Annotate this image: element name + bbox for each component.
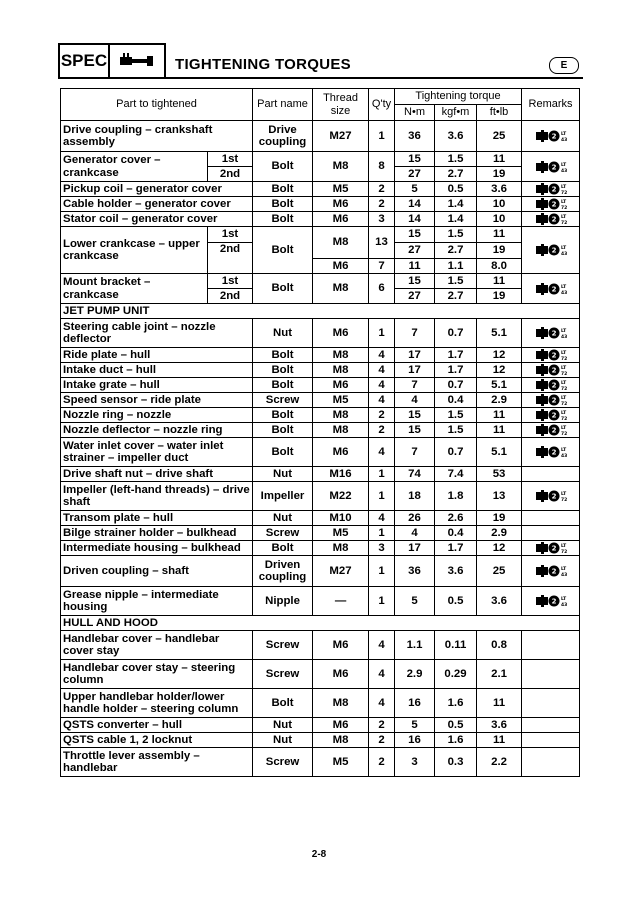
col-ftlb: ft•lb [477, 105, 522, 121]
loctite-icon [535, 378, 567, 392]
table-row: Mount bracket – crankcase 1st Bolt M8 6 15 1.5 11 [61, 274, 580, 289]
table-row: M6 7 11 1.1 8.0 [61, 259, 580, 274]
table-row: Driven coupling – shaft Driven coupling M27 1 36 3.6 25 [61, 556, 580, 587]
loctite-icon [535, 423, 567, 437]
wrench-icon [110, 43, 166, 79]
table-row: Ride plate – hull Bolt M8 4 17 1.7 12 [61, 348, 580, 363]
table-row: Bilge strainer holder – bulkhead Screw M5 1 4 0.4 2.9 [61, 526, 580, 541]
table-row: Handlebar cover stay – steering column Screw M6 4 2.9 0.29 2.1 [61, 660, 580, 689]
col-qty: Q'ty [369, 89, 395, 121]
loctite-icon [535, 282, 567, 296]
loctite-icon [535, 393, 567, 407]
loctite-icon [535, 594, 567, 608]
table-row: 2nd 27 2.7 19 [61, 289, 580, 304]
table-row: Generator cover – crankcase 1st Bolt M8 8 15 1.5 11 [61, 152, 580, 167]
table-row: Drive shaft nut – drive shaft Nut M16 1 74 7.4 53 [61, 467, 580, 482]
table-row: Handlebar cover – handlebar cover stay Screw M6 4 1.1 0.11 0.8 [61, 631, 580, 660]
header-row [61, 89, 580, 105]
page-number: 2-8 [311, 849, 327, 860]
loctite-icon [535, 348, 567, 362]
loctite-icon [535, 243, 567, 257]
page-title: TIGHTENING TORQUES [175, 56, 351, 73]
loctite-icon [535, 129, 567, 143]
col-thread: Thread size [313, 89, 369, 121]
loctite-icon [535, 489, 567, 503]
loctite-icon [535, 182, 567, 196]
table-row: Transom plate – hull Nut M10 4 26 2.6 19 [61, 511, 580, 526]
header-rule [166, 77, 583, 79]
col-part: Part to tightened [61, 89, 253, 121]
spec-label: SPEC [58, 43, 110, 79]
table-row: Intermediate housing – bulkhead Bolt M8 3 17 1.7 12 [61, 541, 580, 556]
table-row: QSTS converter – hull Nut M6 2 5 0.5 3.6 [61, 718, 580, 733]
loctite-icon [535, 212, 567, 226]
table-row: Pickup coil – generator cover Bolt M5 2 5 0.5 3.6 [61, 182, 580, 197]
table-row: 2nd 27 2.7 19 [61, 167, 580, 182]
loctite-icon [535, 197, 567, 211]
loctite-icon [535, 445, 567, 459]
table-row: Speed sensor – ride plate Screw M5 4 4 0.4 2.9 [61, 393, 580, 408]
section-row: HULL AND HOOD [61, 616, 580, 631]
loctite-icon [535, 408, 567, 422]
table-row: QSTS cable 1, 2 locknut Nut M8 2 16 1.6 11 [61, 733, 580, 748]
table-row: Grease nipple – intermediate housing Nipple — 1 5 0.5 3.6 [61, 587, 580, 616]
table-row: Nozzle deflector – nozzle ring Bolt M8 2 15 1.5 11 [61, 423, 580, 438]
col-nm: N•m [395, 105, 435, 121]
table-row: Throttle lever assembly – handlebar Screw M5 2 3 0.3 2.2 [61, 748, 580, 777]
loctite-icon [535, 326, 567, 340]
col-torque-group: Tightening torque [395, 89, 522, 105]
section-row: JET PUMP UNIT [61, 304, 580, 319]
language-badge: E [549, 57, 579, 74]
page-header [58, 43, 583, 82]
table-row: Nozzle ring – nozzle Bolt M8 2 15 1.5 11 [61, 408, 580, 423]
col-name: Part name [253, 89, 313, 121]
table-row: Impeller (left-hand threads) – drive shaft Impeller M22 1 18 1.8 13 [61, 482, 580, 511]
loctite-icon [535, 541, 567, 555]
table-row: Lower crankcase – upper crankcase 1st Bolt M8 13 15 1.5 11 [61, 227, 580, 243]
table-row: Drive coupling – crankshaft assembly Drive coupling M27 1 36 3.6 25 [61, 121, 580, 152]
loctite-icon [535, 160, 567, 174]
torque-table [60, 88, 580, 777]
table-row: Intake duct – hull Bolt M8 4 17 1.7 12 [61, 363, 580, 378]
loctite-icon [535, 363, 567, 377]
table-row: 2nd 27 2.7 19 [61, 243, 580, 259]
table-row: Upper handlebar holder/lower handle holder – steering column Bolt M8 4 16 1.6 11 [61, 689, 580, 718]
col-kgfm: kgf•m [435, 105, 477, 121]
table-row: Steering cable joint – nozzle deflector Nut M6 1 7 0.7 5.1 [61, 319, 580, 348]
table-row: Stator coil – generator cover Bolt M6 3 14 1.4 10 [61, 212, 580, 227]
table-row: Intake grate – hull Bolt M6 4 7 0.7 5.1 [61, 378, 580, 393]
table-row: Water inlet cover – water inlet strainer – impeller duct Bolt M6 4 7 0.7 5.1 [61, 438, 580, 467]
table-row: Cable holder – generator cover Bolt M6 2 14 1.4 10 [61, 197, 580, 212]
loctite-icon [535, 564, 567, 578]
col-remarks: Remarks [522, 89, 580, 121]
